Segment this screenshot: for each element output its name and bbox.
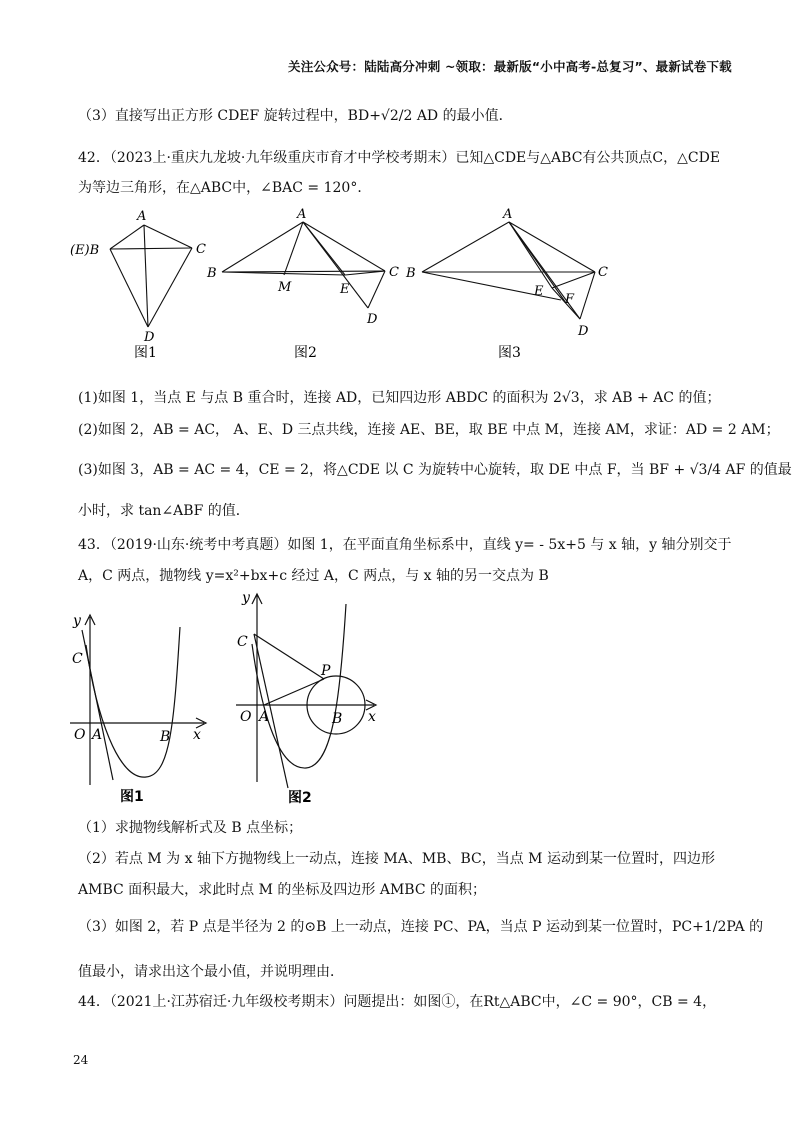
fig2-label-D: D bbox=[367, 312, 378, 327]
page-number: 24 bbox=[73, 1053, 89, 1067]
q43-fig2-label-P: P bbox=[321, 663, 331, 679]
fig3-label-A: A bbox=[503, 207, 513, 222]
q42-figure-3-drawing bbox=[400, 205, 620, 365]
q43-part3-line1: （3）如图 2，若 P 点是半径为 2 的⊙B 上一动点，连接 PC、PA，当点 P 运动到某一位置时，PC+1/2PA 的 bbox=[78, 919, 764, 935]
q43-fig2-label-y: y bbox=[242, 590, 250, 606]
fig1-caption: 图1 bbox=[134, 345, 157, 361]
fig1-label-D: D bbox=[144, 330, 155, 345]
q43-fig2-label-C: C bbox=[237, 634, 248, 650]
fig2-label-C: C bbox=[389, 265, 399, 280]
fig2-label-B: B bbox=[207, 266, 217, 281]
q42-part2: (2)如图 2，AB = AC， A、E、D 三点共线，连接 AE、BE，取 BE 中点 M，连接 AM，求证：AD = 2 AM； bbox=[78, 422, 780, 438]
q42-figure-2 bbox=[200, 205, 410, 365]
q42-part3-line2: 小时，求 tan∠ABF 的值． bbox=[78, 503, 250, 519]
fig1-label-A: A bbox=[137, 209, 147, 224]
q43-figure-2-drawing bbox=[228, 582, 398, 808]
q43-part2-line1: （2）若点 M 为 x 轴下方抛物线上一动点，连接 MA、MB、BC，当点 M 运动到某一位置时，四边形 bbox=[78, 851, 715, 867]
q41-part3: （3）直接写出正方形 CDEF 旋转过程中，BD+√2/2 AD 的最小值． bbox=[78, 108, 513, 124]
fig1-label-C: C bbox=[196, 242, 206, 257]
q43-part3-line2: 值最小，请求出这个最小值，并说明理由． bbox=[78, 964, 344, 980]
fig3-label-B: B bbox=[406, 266, 416, 281]
q43-fig1-label-C: C bbox=[72, 651, 83, 667]
q43-part2-line2: AMBC 面积最大，求此时点 M 的坐标及四边形 AMBC 的面积； bbox=[78, 882, 486, 898]
fig3-caption: 图3 bbox=[498, 345, 521, 361]
q43-intro-line2: A，C 两点，抛物线 y=x²+bx+c 经过 A，C 两点，与 x 轴的另一交点为 B bbox=[78, 568, 549, 584]
q43-fig1-label-A: A bbox=[92, 727, 103, 743]
fig3-label-C: C bbox=[598, 265, 608, 280]
q42-part3-line1: (3)如图 3，AB = AC = 4，CE = 2，将△CDE 以 C 为旋转中心旋转，取 DE 中点 F，当 BF + √3/4 AF 的值最 bbox=[78, 462, 792, 478]
q43-intro-line1: 43．（2019·山东·统考中考真题）如图 1，在平面直角坐标系中，直线 y= - 5x+5 与 x 轴，y 轴分别交于 bbox=[78, 537, 732, 553]
q43-figure-1 bbox=[68, 605, 218, 805]
q43-fig2-label-x: x bbox=[368, 709, 376, 725]
q43-fig2-caption: 图2 bbox=[288, 790, 312, 806]
q43-fig2-label-A: A bbox=[259, 709, 270, 725]
q43-part1: （1）求抛物线解析式及 B 点坐标； bbox=[78, 820, 303, 836]
q43-fig2-label-B: B bbox=[332, 711, 343, 727]
fig2-label-M: M bbox=[278, 280, 292, 295]
q43-fig1-label-x: x bbox=[193, 727, 201, 743]
q43-figure-2 bbox=[228, 582, 398, 808]
q43-fig2-label-O: O bbox=[240, 709, 252, 725]
q42-figure-1-drawing bbox=[70, 205, 210, 365]
fig2-caption: 图2 bbox=[294, 345, 317, 361]
fig1-label-EB: (E)B bbox=[70, 243, 100, 258]
fig2-label-A: A bbox=[297, 207, 307, 222]
q43-fig1-label-O: O bbox=[74, 727, 86, 743]
q42-intro-line2: 为等边三角形，在△ABC中，∠BAC = 120°． bbox=[78, 180, 372, 196]
q43-figure-1-drawing bbox=[68, 605, 218, 805]
fig3-label-D: D bbox=[578, 324, 589, 339]
q42-figure-2-drawing bbox=[200, 205, 410, 365]
q44-intro-line1: 44．（2021上·江苏宿迁·九年级校考期末）问题提出：如图①，在Rt△ABC中，∠C = 90°，CB = 4， bbox=[78, 994, 717, 1010]
fig3-label-F: F bbox=[565, 292, 575, 307]
fig2-label-E: E bbox=[340, 282, 350, 297]
page-header: 关注公众号：陆陆高分冲刺 ~领取：最新版“小中高考-总复习”、最新试卷下载 bbox=[288, 59, 732, 74]
q42-figure-3 bbox=[400, 205, 620, 365]
q42-intro-line1: 42．（2023上·重庆九龙坡·九年级重庆市育才中学校考期末）已知△CDE与△ABC有公共顶点C，△CDE bbox=[78, 150, 721, 166]
fig3-label-E: E bbox=[534, 284, 544, 299]
q43-fig1-label-y: y bbox=[73, 613, 81, 629]
q43-fig1-label-B: B bbox=[160, 729, 171, 745]
q43-fig1-caption: 图1 bbox=[120, 789, 144, 805]
q42-figure-1 bbox=[70, 205, 210, 365]
q42-part1: (1)如图 1，当点 E 与点 B 重合时，连接 AD，已知四边形 ABDC 的面积为 2√3，求 AB + AC 的值； bbox=[78, 390, 721, 406]
